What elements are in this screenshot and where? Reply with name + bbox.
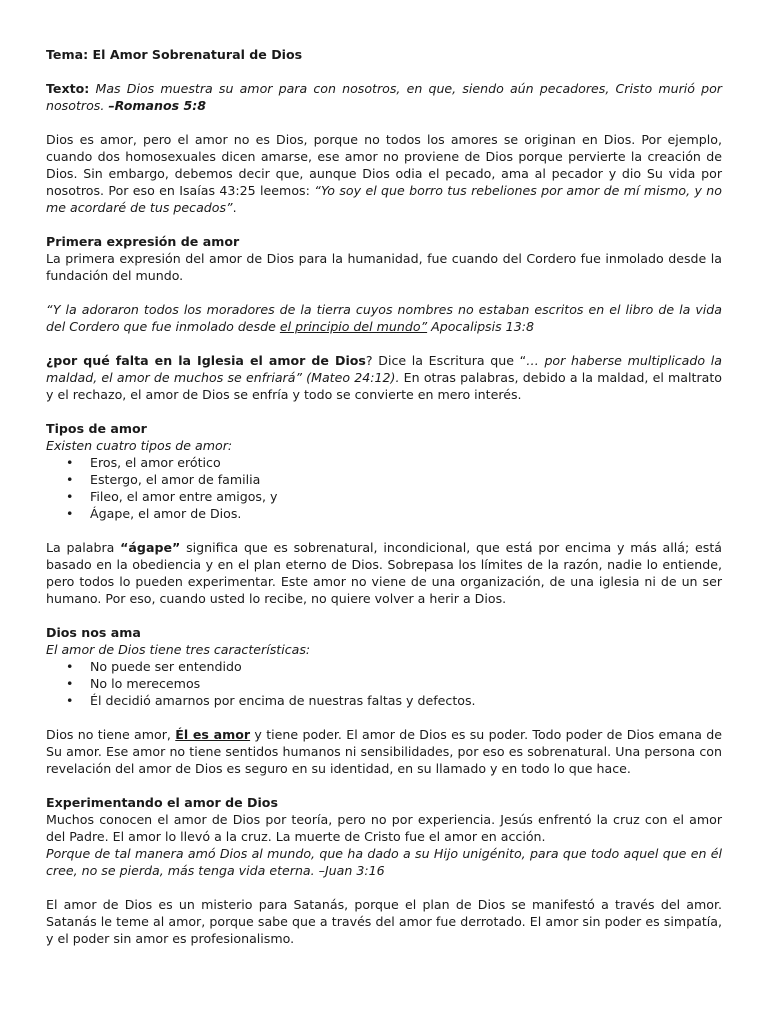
porque-mark: ? (365, 353, 373, 368)
intro-paragraph (46, 131, 722, 216)
apocalipsis-quote-underlined: el principio del mundo” (279, 319, 428, 334)
nos-ama-subtitle: El amor de Dios tiene tres características: (46, 642, 311, 657)
intro-quote: “Yo soy el que borro tus rebeliones por amor de mí mismo, y no me acordaré de tus pecados” (46, 183, 722, 215)
apocalipsis-quote (46, 301, 722, 335)
intro-end: . (232, 200, 237, 215)
es-amor-text-2: y tiene poder. El amor de Dios es su poder. Todo poder de Dios emana de Su amor. Ese amor no tiene sentidos humanos ni sensibilidades, por eso es sobrenatural. Una persona con revelación del amor de Dios es seguro en su identidad, en su llamado y en todo lo que hace. (46, 727, 722, 776)
agape-text-1: La palabra (46, 540, 121, 555)
es-amor-text-1: Dios no tiene amor, (46, 727, 176, 742)
misterio-paragraph: El amor de Dios es un misterio para Satanás, porque el plan de Dios se manifestó a través del amor. Satanás le teme al amor, porque sabe que a través del amor fue derrotado. El amor sin poder es simpatía, y el poder sin amor es profesionalismo. (46, 897, 722, 946)
section-heading-tipos: Tipos de amor (46, 421, 147, 436)
texto-quote: Mas Dios muestra su amor para con nosotros, en que, siendo aún pecadores, Cristo murió por nosotros. (46, 81, 722, 113)
juan-quote: Porque de tal manera amó Dios al mundo, que ha dado a su Hijo unigénito, para que todo aquel que en él cree, no se pierda, más tenga vida eterna. –Juan 3:16 (46, 846, 722, 878)
title-text: El Amor Sobrenatural de Dios (92, 47, 303, 62)
primera-paragraph: La primera expresión del amor de Dios para la humanidad, fue cuando del Cordero fue inmolado desde la fundación del mundo. (46, 251, 722, 283)
list-item: • Ágape, el amor de Dios. (90, 505, 722, 522)
es-amor-emphasis: Él es amor (175, 727, 251, 742)
agape-text-2: significa que es sobrenatural, incondicional, que está por encima y más allá; está basado en la obediencia y en el plan eterno de Dios. Sobrepasa los límites de la razón, nadie lo entiende, pero todos lo pueden experimentar. Este amor no viene de una organización, de una iglesia ni de un ser humano. Por eso, cuando usted lo recibe, no quiere volver a herir a Dios. (46, 540, 722, 606)
tipos-list (46, 454, 722, 522)
texto-label: Texto: (46, 81, 90, 96)
apocalipsis-quote-text: “Y la adoraron todos los moradores de la tierra cuyos nombres no estaban escritos en el libro de la vida del Cordero que fue inmolado desde (46, 302, 722, 334)
section-heading-nos-ama: Dios nos ama (46, 625, 141, 640)
list-item: • Eros, el amor erótico (90, 454, 722, 471)
list-item: • No lo merecemos (90, 675, 722, 692)
caracteristicas-list (46, 658, 722, 709)
list-item: • Fileo, el amor entre amigos, y (90, 488, 722, 505)
porque-text-2: En otras palabras, debido a la maldad, el maltrato y el rechazo, el amor de Dios se enfría y todo se convierte en mero interés. (46, 370, 722, 402)
mateo-quote: … por haberse multiplicado la maldad, el amor de muchos se enfriará” (Mateo 24:12). (46, 353, 722, 385)
list-item: • Estergo, el amor de familia (90, 471, 722, 488)
intro-text: Dios es amor, pero el amor no es Dios, porque no todos los amores se originan en Dios. Por ejemplo, cuando dos homosexuales dicen amarse, ese amor no proviene de Dios porque pervierte la creación de Dios. Sin embargo, debemos decir que, aunque Dios odia el pecado, ama al pecador y dio Su vida por nosotros. Por eso en Isaías 43:25 leemos: (46, 132, 722, 198)
agape-word: “ágape” (120, 540, 181, 555)
list-item: • No puede ser entendido (90, 658, 722, 675)
section-heading-primera: Primera expresión de amor (46, 234, 240, 249)
texto-reference: –Romanos 5:8 (108, 98, 207, 113)
apocalipsis-reference: Apocalipsis 13:8 (427, 319, 534, 334)
sermon-title (46, 46, 722, 63)
agape-paragraph (46, 539, 722, 607)
texto-paragraph (46, 80, 722, 114)
list-item: • Él decidió amarnos por encima de nuestras faltas y defectos. (90, 692, 722, 709)
tipos-subtitle: Existen cuatro tipos de amor: (46, 438, 233, 453)
title-label: Tema: (46, 47, 89, 62)
section-heading-experimentando: Experimentando el amor de Dios (46, 795, 278, 810)
experimentando-paragraph: Muchos conocen el amor de Dios por teoría, pero no por experiencia. Jesús enfrentó la cruz con el amor del Padre. El amor lo llevó a la cruz. La muerte de Cristo fue el amor en acción. (46, 812, 722, 844)
porque-text-1: Dice la Escritura que “ (372, 353, 527, 368)
porque-paragraph (46, 352, 722, 403)
es-amor-paragraph (46, 726, 722, 777)
section-heading-porque: ¿por qué falta en la Iglesia el amor de Dios (46, 353, 366, 368)
